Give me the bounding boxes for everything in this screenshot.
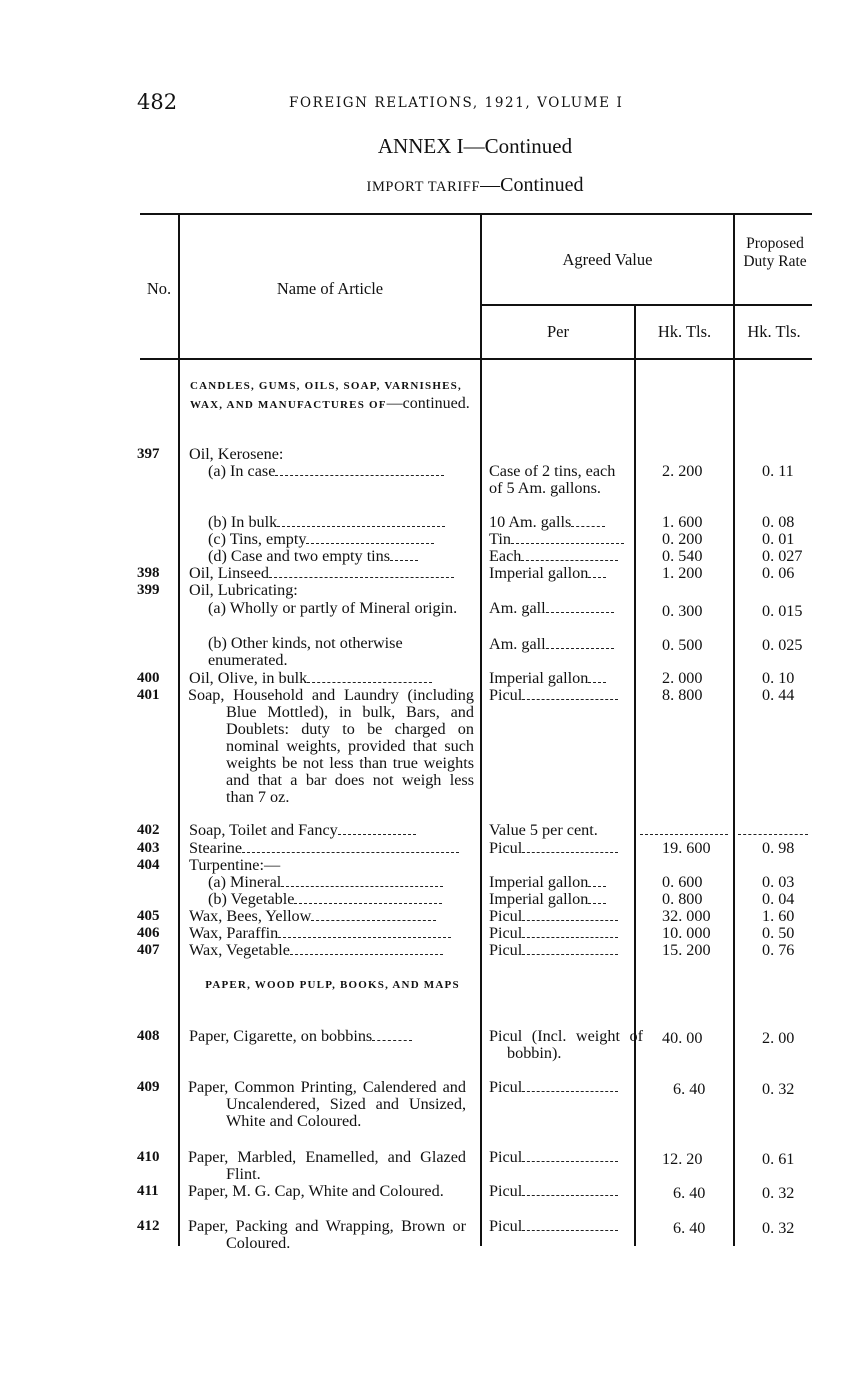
- tariff-subtitle: [0, 174, 850, 197]
- row-per-text: Picul: [489, 1078, 523, 1096]
- row-value: 1. 600: [662, 513, 703, 531]
- row-per: [489, 1079, 618, 1096]
- row-name-text: Paper, Cigarette, on bobbins: [189, 1027, 373, 1045]
- row-no: 401: [137, 687, 160, 703]
- col-header-hk-value: Hk. Tls.: [657, 322, 712, 341]
- row-name: [208, 874, 443, 891]
- leader-dots: [311, 920, 436, 921]
- row-name-text: Oil, Linseed: [189, 564, 270, 582]
- row-name: [189, 942, 443, 959]
- leader-dots: [277, 526, 445, 527]
- row-per: Value 5 per cent.: [489, 821, 598, 839]
- subtitle-smallcaps: IMPORT TARIFF: [366, 179, 481, 195]
- leader-dots: [290, 954, 443, 955]
- row-per-text: Imperial gallon: [489, 669, 589, 687]
- row-per: Case of 2 tins, each of 5 Am. gallons.: [489, 462, 616, 497]
- leader-dots: [390, 560, 418, 561]
- row-name-text: Stearine: [189, 839, 243, 857]
- row-duty: 1. 60: [762, 907, 795, 925]
- row-name-text: Wax, Vegetable: [189, 941, 290, 959]
- row-duty: 0. 76: [762, 941, 795, 959]
- row-duty: 0. 32: [762, 1219, 795, 1237]
- annex-title: ANNEX I—Continued: [377, 134, 573, 158]
- row-value: 2. 200: [662, 462, 703, 480]
- row-per: [489, 942, 618, 959]
- row-value: 0. 540: [662, 547, 703, 565]
- row-per: [489, 670, 606, 687]
- row-duty: 0. 015: [762, 602, 803, 620]
- row-duty: 0. 03: [762, 873, 795, 891]
- row-value: 6. 40: [673, 1080, 706, 1098]
- row-value: 1. 200: [662, 564, 703, 582]
- row-value: 0. 300: [662, 602, 703, 620]
- col-rule-4: [733, 214, 735, 1246]
- table-top-rule: [140, 213, 812, 215]
- row-value: 12. 20: [662, 1150, 703, 1168]
- row-per: [489, 891, 606, 908]
- leader-dots: [294, 903, 442, 904]
- leader-dots: [522, 937, 618, 938]
- col-header-proposed: Proposed Duty Rate: [743, 235, 807, 270]
- row-name-text: Wax, Paraffin: [189, 924, 279, 942]
- running-head: FOREIGN RELATIONS, 1921, VOLUME I: [289, 95, 624, 111]
- row-duty: 0. 06: [762, 564, 795, 582]
- section-heading-text: CANDLES, GUMS, OILS, SOAP, VARNISHES, WAX, AND MANUFACTURES OF: [190, 380, 462, 411]
- row-no: 408: [137, 1028, 160, 1044]
- col-header-agreed-value: Agreed Value: [562, 250, 653, 269]
- leader-dots: [522, 1195, 618, 1196]
- row-value: 2. 000: [662, 669, 703, 687]
- row-name-text: Oil, Olive, in bulk: [189, 669, 308, 687]
- row-name: Paper, Common Printing, Calendered and Uncalendered, Sized and Unsized, White and Coloured.: [188, 1078, 466, 1130]
- leader-dots: [522, 852, 618, 853]
- row-per: [489, 514, 605, 531]
- row-value: 0. 800: [662, 890, 703, 908]
- col-rule-3: [634, 305, 636, 1246]
- row-per: [489, 1183, 618, 1200]
- subtitle-rest: —Continued: [480, 174, 584, 196]
- leader-dots: [546, 612, 614, 613]
- row-name: [189, 925, 451, 942]
- row-per-text: Picul: [489, 907, 523, 925]
- row-name: Oil, Lubricating:: [189, 581, 298, 599]
- row-name: (b) Other kinds, not otherwise enumerated.: [208, 634, 403, 669]
- row-per: [489, 1149, 618, 1166]
- leader-dots: [588, 903, 606, 904]
- row-duty: 0. 44: [762, 686, 795, 704]
- row-no: 407: [137, 942, 160, 958]
- leader-dots: [522, 699, 618, 700]
- row-name: Paper, M. G. Cap, White and Coloured.: [188, 1182, 444, 1200]
- col-rule-1: [178, 214, 180, 1246]
- leader-dots: [275, 475, 444, 476]
- row-duty: 0. 01: [762, 530, 795, 548]
- row-name-text: Wax, Bees, Yellow: [189, 907, 312, 925]
- row-value: 6. 40: [673, 1184, 706, 1202]
- row-name-text: (b) In bulk: [208, 513, 278, 531]
- row-value: 0. 600: [662, 873, 703, 891]
- row-name-text: Soap, Toilet and Fancy: [189, 821, 338, 839]
- row-duty: 0. 08: [762, 513, 795, 531]
- row-name: Paper, Packing and Wrapping, Brown or Coloured.: [188, 1217, 466, 1252]
- row-no: 404: [137, 857, 160, 873]
- section-heading-text: PAPER, WOOD PULP, BOOKS, AND MAPS: [205, 979, 460, 991]
- row-duty: 2. 00: [762, 1029, 795, 1047]
- leader-dots: [521, 560, 618, 561]
- leader-dots: [640, 834, 728, 835]
- row-per-text: Imperial gallon: [489, 564, 589, 582]
- leader-dots: [307, 682, 432, 683]
- section-heading-cont: —continued.: [386, 395, 470, 412]
- row-name: [189, 822, 416, 839]
- row-duty: 0. 10: [762, 669, 795, 687]
- row-name: Paper, Marbled, Enamelled, and Glazed Flint.: [188, 1148, 466, 1183]
- row-no: 406: [137, 925, 160, 941]
- row-name-text: (d) Case and two empty tins: [208, 547, 391, 565]
- row-per-text: 10 Am. galls: [489, 513, 572, 531]
- leader-dots: [372, 1040, 412, 1041]
- row-value: 19. 600: [662, 839, 711, 857]
- row-name-text: (b) Vegetable: [208, 890, 295, 908]
- page-header: [137, 90, 813, 118]
- row-per-text: Picul: [489, 839, 523, 857]
- row-name: [189, 565, 454, 582]
- col-header-hk-duty: Hk. Tls.: [747, 322, 801, 341]
- row-value: 0. 200: [662, 530, 703, 548]
- col-header-name: Name of Article: [276, 279, 384, 298]
- row-per: [489, 908, 618, 925]
- row-duty: 0. 98: [762, 839, 795, 857]
- row-name: Soap, Household and Laundry (including Blue Mottled), in bulk, Bars, and Doublets: duty to be charged on nominal weights, provided that such weights be not less than true weights and that a bar does not weigh less than 7 oz.: [188, 686, 474, 806]
- row-per-text: Picul: [489, 1182, 523, 1200]
- row-name: [208, 531, 434, 548]
- leader-dots: [511, 543, 624, 544]
- row-name: [208, 463, 444, 480]
- row-per: [489, 531, 624, 548]
- leader-dots: [738, 834, 808, 835]
- row-duty: 0. 50: [762, 924, 795, 942]
- row-per: [489, 925, 618, 942]
- row-no: 399: [137, 582, 160, 598]
- row-name: Turpentine:—: [189, 856, 281, 874]
- row-name: Oil, Kerosene:: [189, 445, 284, 463]
- row-per-text: Am. gall: [489, 599, 546, 617]
- row-per-text: Picul: [489, 1148, 523, 1166]
- row-no: 411: [137, 1183, 159, 1199]
- row-no: 410: [137, 1149, 160, 1165]
- leader-dots: [306, 543, 434, 544]
- row-name-text: (c) Tins, empty: [208, 530, 307, 548]
- row-per: [489, 874, 606, 891]
- row-duty: 0. 61: [762, 1150, 795, 1168]
- section-heading-paper: [190, 977, 475, 994]
- row-duty: 0. 025: [762, 636, 803, 654]
- row-per: [489, 840, 618, 857]
- row-per: [489, 636, 614, 653]
- row-name: [208, 548, 418, 565]
- row-per: [489, 548, 618, 565]
- row-name: [189, 840, 459, 857]
- row-per-text: Picul: [489, 941, 523, 959]
- col-header-per: Per: [547, 322, 569, 341]
- leader-dots: [522, 920, 618, 921]
- leader-dots: [269, 577, 454, 578]
- row-duty: 0. 027: [762, 547, 803, 565]
- row-no: 397: [137, 446, 160, 462]
- leader-dots: [588, 682, 606, 683]
- leader-dots: [522, 1091, 618, 1092]
- row-value: 15. 200: [662, 941, 711, 959]
- leader-dots: [281, 886, 443, 887]
- leader-dots: [338, 834, 416, 835]
- row-value: 8. 800: [662, 686, 703, 704]
- col-header-no: No.: [146, 279, 172, 298]
- row-per-text: Picul: [489, 686, 523, 704]
- row-per: [489, 565, 606, 582]
- row-name-text: (a) Mineral: [208, 873, 282, 891]
- row-duty: 0. 32: [762, 1184, 795, 1202]
- row-name: [189, 670, 432, 687]
- leader-dots: [278, 937, 451, 938]
- row-no: 409: [137, 1079, 160, 1095]
- row-per-text: Each: [489, 547, 522, 565]
- row-name: [189, 1028, 412, 1045]
- row-value: 6. 40: [673, 1219, 706, 1237]
- row-per-text: Picul: [489, 1217, 523, 1235]
- leader-dots: [571, 526, 605, 527]
- col-rule-2: [480, 214, 482, 1246]
- row-no: 402: [137, 822, 160, 838]
- row-name: [208, 514, 445, 531]
- page-number: 482: [137, 90, 178, 114]
- leader-dots: [588, 886, 606, 887]
- row-per: [489, 1218, 618, 1235]
- row-duty-blank: [738, 822, 808, 839]
- agreed-value-rule: [481, 304, 812, 306]
- row-no: 405: [137, 908, 160, 924]
- leader-dots: [522, 1161, 618, 1162]
- leader-dots: [522, 1230, 618, 1231]
- row-name: (a) Wholly or partly of Mineral origin.: [208, 599, 458, 617]
- header-bottom-rule: [140, 358, 812, 360]
- section-heading-candles: [190, 378, 475, 414]
- leader-dots: [522, 954, 618, 955]
- row-no: 398: [137, 565, 160, 581]
- row-value: 0. 500: [662, 636, 703, 654]
- row-duty: 0. 11: [762, 462, 794, 480]
- row-per-text: Picul: [489, 924, 523, 942]
- row-per: [489, 600, 614, 617]
- row-no: 412: [137, 1218, 160, 1234]
- row-per-text: Imperial gallon: [489, 873, 589, 891]
- row-value: 10. 000: [662, 924, 711, 942]
- row-per: Picul (Incl. weight of bobbin).: [489, 1027, 643, 1062]
- row-no: 400: [137, 670, 160, 686]
- row-name: [208, 891, 442, 908]
- row-duty: 0. 32: [762, 1080, 795, 1098]
- leader-dots: [588, 577, 606, 578]
- row-value: 40. 00: [662, 1029, 703, 1047]
- row-per-text: Imperial gallon: [489, 890, 589, 908]
- row-per: [489, 687, 618, 704]
- leader-dots: [242, 852, 459, 853]
- row-name-text: (a) In case: [208, 462, 276, 480]
- row-duty: 0. 04: [762, 890, 795, 908]
- row-value-blank: [640, 822, 728, 839]
- row-per-text: Am. gall: [489, 635, 546, 653]
- row-name: [189, 908, 436, 925]
- row-no: 403: [137, 840, 160, 856]
- row-value: 32. 000: [662, 907, 711, 925]
- row-per-text: Tin: [489, 530, 511, 548]
- leader-dots: [546, 648, 614, 649]
